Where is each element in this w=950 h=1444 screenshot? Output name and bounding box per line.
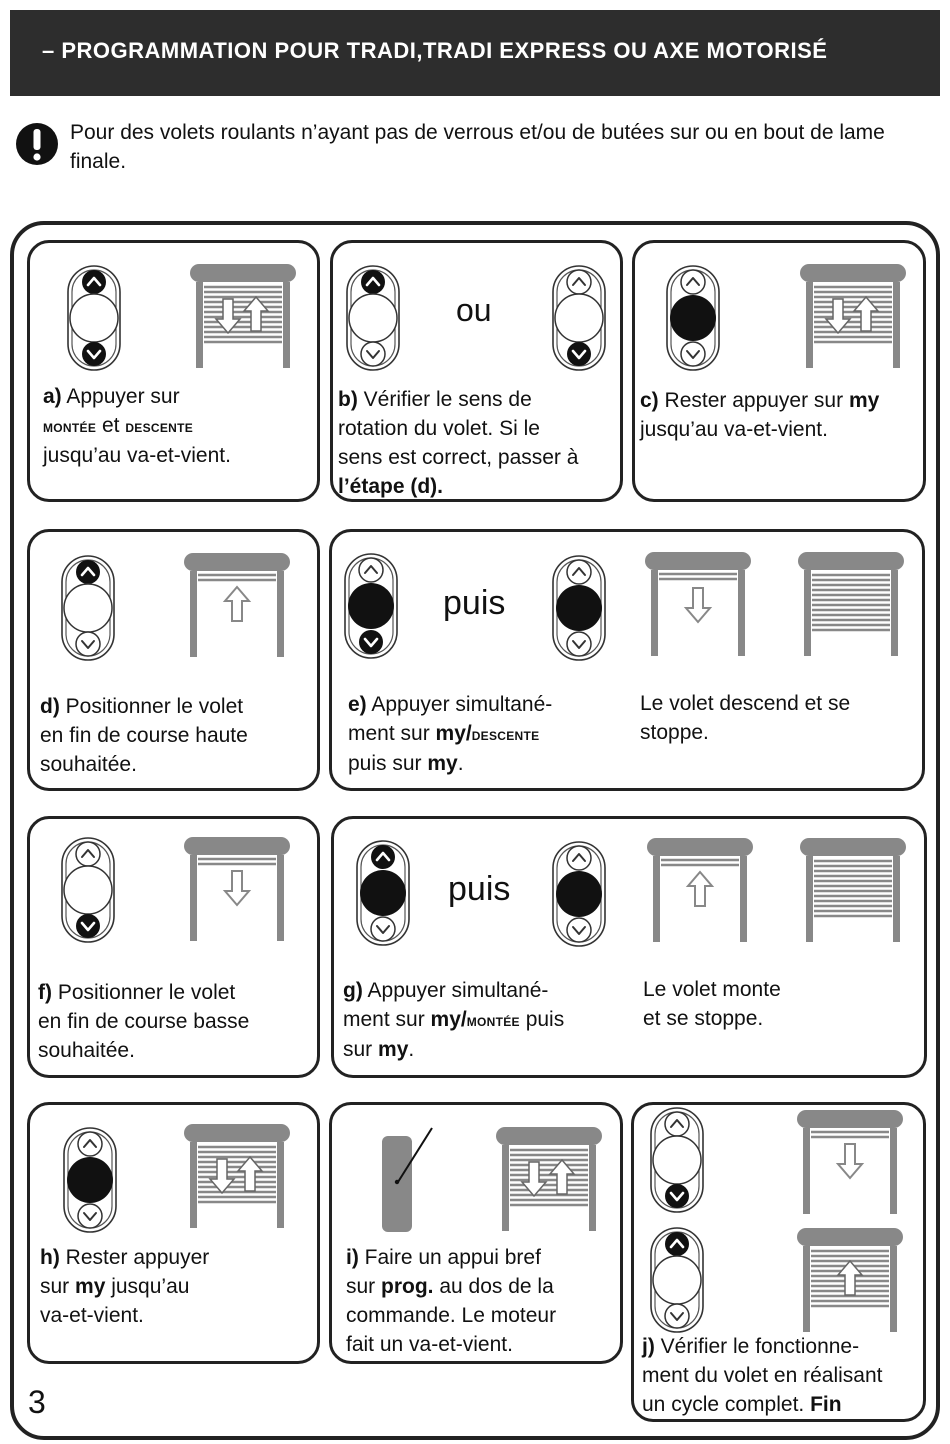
shutter-h — [184, 1124, 290, 1228]
shutter-i — [496, 1127, 602, 1231]
remote-e-left — [371, 606, 372, 607]
header-title: – PROGRAMMATION POUR TRADI,TRADI EXPRESS OU AXE MOTORISÉ — [42, 38, 828, 63]
step-g-result: Le volet monte et se stoppe. — [643, 978, 781, 1030]
shutter-d — [184, 553, 290, 657]
warning-icon — [15, 122, 59, 166]
remote-a — [94, 318, 95, 319]
remote-g-right — [579, 894, 580, 895]
page-header — [10, 10, 940, 96]
step-g-caption: g) Appuyer simultané- ment sur my/montée puis sur my. — [343, 979, 565, 1061]
remote-h — [90, 1180, 91, 1181]
shutter-g-2 — [800, 838, 906, 942]
remote-f — [88, 890, 89, 891]
shutter-c — [800, 264, 906, 368]
shutter-f — [184, 837, 290, 941]
remote-c — [693, 318, 694, 319]
page-number: 3 — [28, 1384, 46, 1420]
shutter-e-1 — [645, 552, 751, 656]
step-b-ou: ou — [456, 292, 492, 328]
step-c-caption: c) Rester appuyer sur my jusqu’au va-et-vient. — [640, 389, 880, 441]
step-h-caption: h) Rester appuyer sur my jusqu’au va-et-vient. — [40, 1246, 210, 1327]
remote-b-left — [373, 318, 374, 319]
step-f-caption: f) Positionner le volet en fin de course basse souhaitée. — [38, 981, 250, 1062]
shutter-j-top — [797, 1110, 903, 1214]
shutter-e-2 — [798, 552, 904, 656]
step-e-puis: puis — [443, 584, 506, 622]
warning-text: Pour des volets roulants n’ayant pas de verrous et/ou de butées sur ou en bout de lame finale. — [70, 121, 885, 173]
remote-d — [88, 608, 89, 609]
step-g-puis: puis — [448, 870, 511, 908]
step-e-caption: e) Appuyer simultané- ment sur my/descente puis sur my. — [348, 693, 553, 775]
shutter-j-bottom — [797, 1228, 903, 1332]
shutter-a — [190, 264, 296, 368]
step-b-caption: b) Vérifier le sens de rotation du volet. Si le sens est correct, passer à l’étape (d). — [338, 388, 579, 498]
remote-j-bottom — [677, 1280, 678, 1281]
shutter-g-1 — [647, 838, 753, 942]
step-e-result: Le volet descend et se stoppe. — [640, 692, 851, 744]
remote-b-right — [579, 318, 580, 319]
remote-e-right — [579, 608, 580, 609]
remote-j-top — [677, 1160, 678, 1161]
step-j-caption: j) Vérifier le fonctionne- ment du volet en réalisant un cycle complet. Fin — [642, 1335, 883, 1416]
remote-g-left — [383, 893, 384, 894]
step-d-caption: d) Positionner le volet en fin de course haute souhaitée. — [40, 695, 248, 776]
step-a-caption: a) Appuyer sur montée et descente jusqu’au va-et-vient. — [43, 385, 231, 467]
step-i-caption: i) Faire un appui bref sur prog. au dos de la commande. Le moteur fait un va-et-vient. — [346, 1246, 557, 1356]
remote-back-prog — [382, 1128, 434, 1234]
